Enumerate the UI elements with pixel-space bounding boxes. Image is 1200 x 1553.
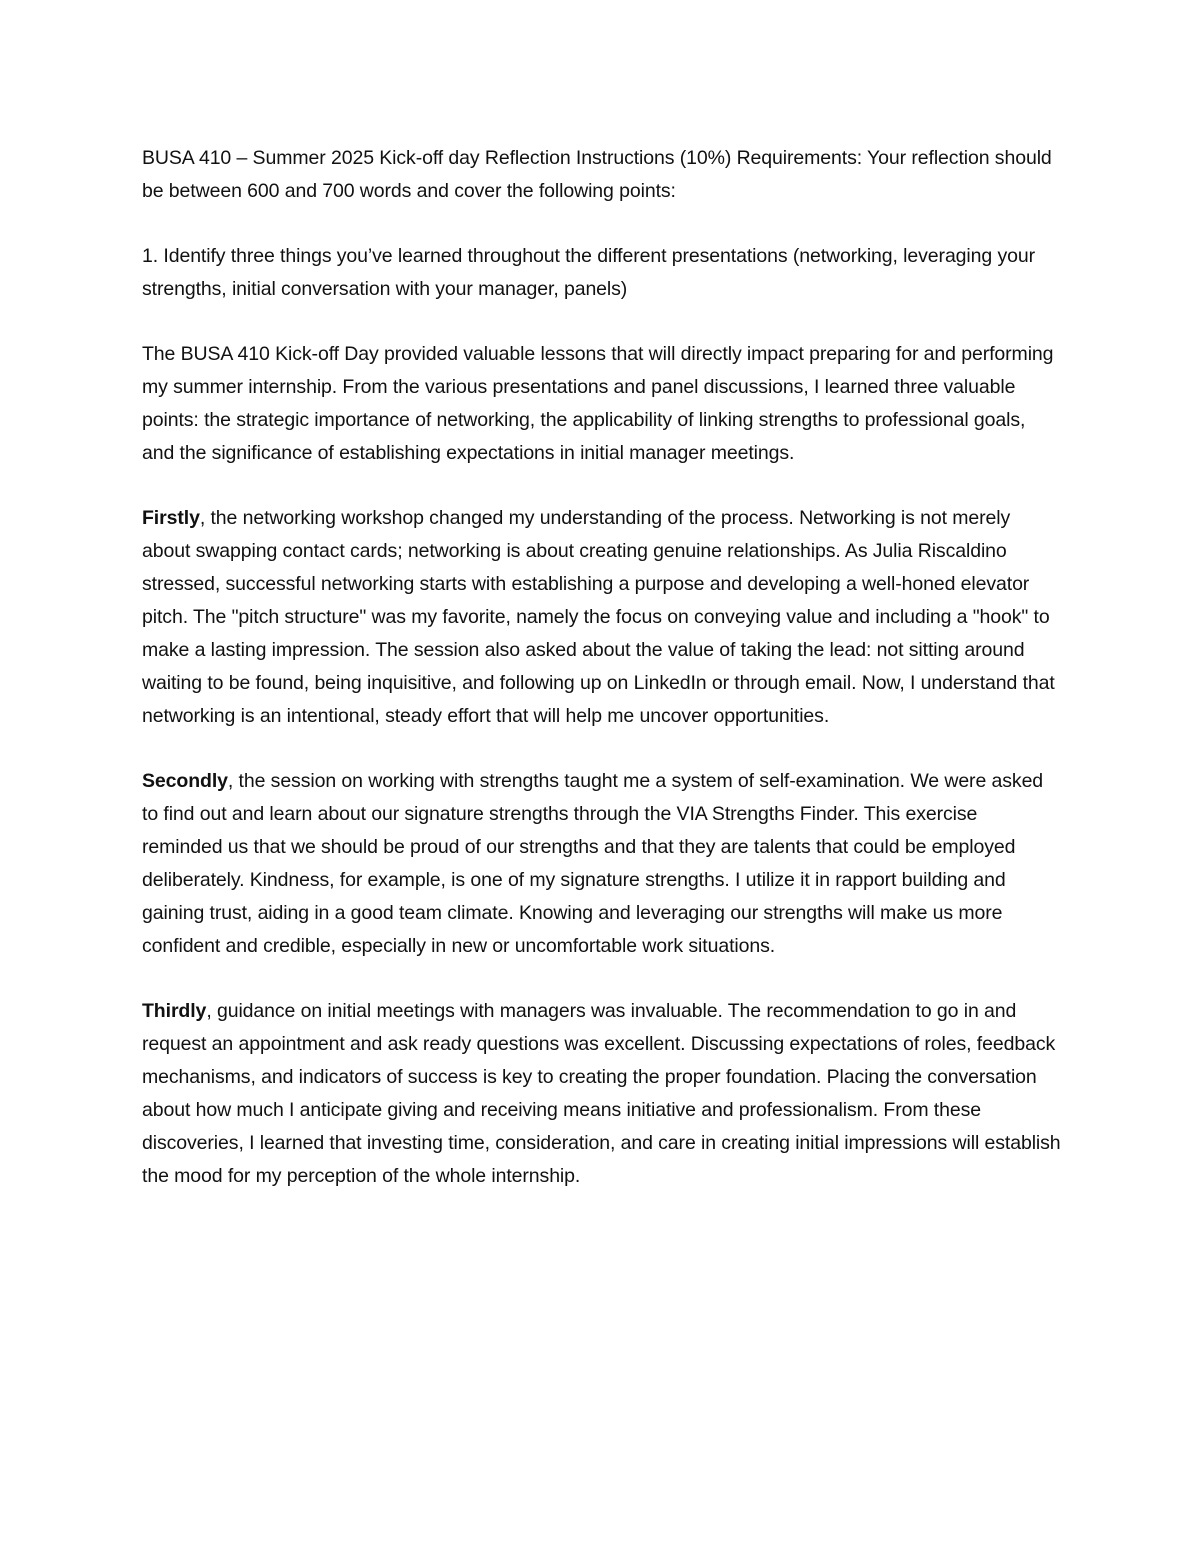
thirdly-paragraph — [142, 995, 1062, 1193]
secondly-paragraph — [142, 765, 1062, 963]
document-page — [142, 142, 1062, 1225]
secondly-text: , the session on working with strengths taught me a system of self-examination. We were asked to find out and learn about our signature strengths through the VIA Strengths Finder. This exercise reminded us that we should be proud of our strengths and that they are talents that could be employed deliberately. Kindness, for example, is one of my signature strengths. I utilize it in rapport building and gaining trust, aiding in a good team climate. Knowing and leveraging our strengths will make us more confident and credible, especially in new or uncomfortable work situations. — [142, 770, 1044, 957]
firstly-text: , the networking workshop changed my understanding of the process. Networking is not merely about swapping contact cards; networking is about creating genuine relationships. As Julia Riscaldino stressed, successful networking starts with establishing a purpose and developing a well-honed elevator pitch. The "pitch structure" was my favorite, namely the focus on conveying value and including a "hook" to make a lasting impression. The session also asked about the value of taking the lead: not sitting around waiting to be found, being inquisitive, and following up on LinkedIn or through email. Now, I understand that networking is an intentional, steady effort that will help me uncover opportunities. — [142, 507, 1055, 727]
assignment-heading: BUSA 410 – Summer 2025 Kick-off day Reflection Instructions (10%) Requirements: Your reflection should be between 600 and 700 words and cover the following points: — [142, 147, 1052, 202]
thirdly-label: Thirdly — [142, 1000, 207, 1022]
thirdly-text: , guidance on initial meetings with managers was invaluable. The recommendation to go in and request an appointment and ask ready questions was excellent. Discussing expectations of roles, feedback mechanisms, and indicators of success is key to creating the proper foundation. Placing the conversation about how much I anticipate giving and receiving means initiative and professionalism. From these discoveries, I learned that investing time, consideration, and care in creating initial impressions will establish the mood for my perception of the whole internship. — [142, 1000, 1061, 1187]
firstly-paragraph — [142, 502, 1062, 733]
reflection-question: 1. Identify three things you’ve learned throughout the different presentations (networking, leveraging your strengths, initial conversation with your manager, panels) — [142, 245, 1036, 300]
intro-paragraph: The BUSA 410 Kick-off Day provided valuable lessons that will directly impact preparing for and performing my summer internship. From the various presentations and panel discussions, I learned three valuable points: the strategic importance of networking, the applicability of linking strengths to professional goals, and the significance of establishing expectations in initial manager meetings. — [142, 343, 1054, 464]
firstly-label: Firstly — [142, 507, 200, 529]
secondly-label: Secondly — [142, 770, 228, 792]
